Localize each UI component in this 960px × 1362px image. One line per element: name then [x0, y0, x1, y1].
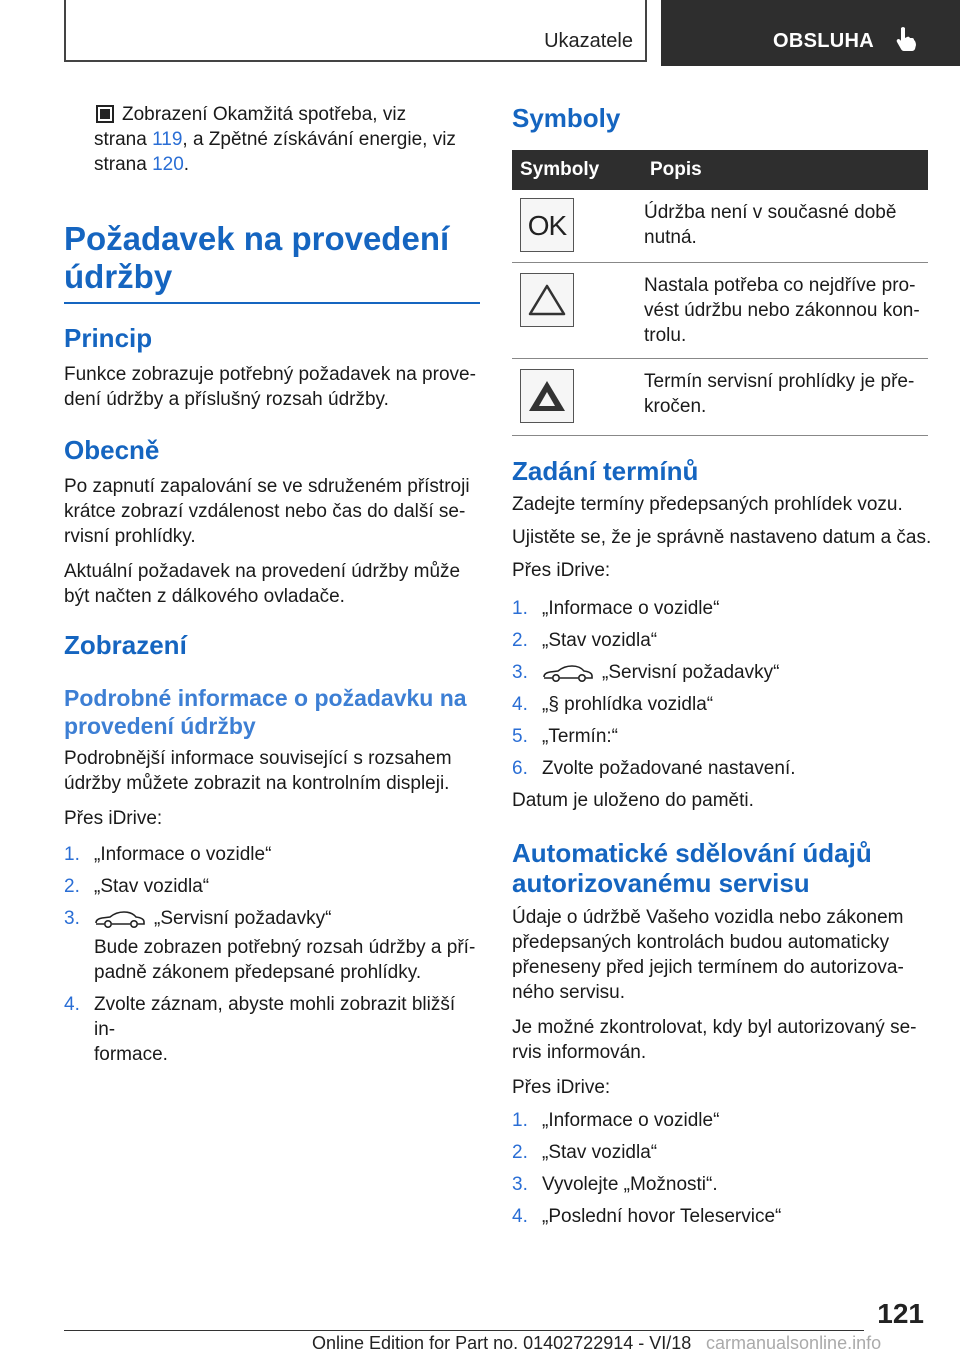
list-item-continuation: Bude zobrazen potřebný rozsah údržby a pří‐ [94, 937, 476, 958]
auto-p1-3: přeneseny před jejich termínem do autorizova‐ [512, 957, 904, 978]
page-number: 121 [877, 1298, 924, 1329]
obecne-heading: Obecně [64, 435, 160, 465]
auto-heading-1: Automatické sdělování údajů [512, 838, 872, 868]
page-ref-link-120[interactable]: 120 [152, 154, 184, 175]
pointing-hand-icon [895, 26, 917, 52]
header-chapter-tab [661, 0, 960, 66]
auto-heading [512, 838, 932, 898]
list-item: 3. Vyvolejte „Možnosti“. [512, 1174, 718, 1195]
auto-p1-4: ného servisu. [512, 982, 626, 1003]
list-item: 4. „§ prohlídka vozidla“ [512, 694, 714, 715]
right-steps-list [512, 596, 928, 781]
main-title-line-2: údržby [64, 258, 173, 295]
zobrazeni-heading: Zobrazení [64, 630, 187, 660]
obecne-p1-3: rvisní prohlídky. [64, 526, 196, 547]
table-header-symbols: Symboly [512, 150, 642, 190]
section-title: Ukazatele [544, 30, 633, 52]
watermark-text: carmanualsonline.info [706, 1333, 882, 1353]
page-ref-link-119[interactable]: 119 [152, 129, 183, 150]
podrobne-text-2: údržby můžete zobrazit na kontrolním displeji. [64, 773, 450, 794]
list-item: 4. „Poslední hovor Teleservice“ [512, 1206, 782, 1227]
table-header-row [512, 150, 928, 190]
podrobne-heading-1: Podrobné informace o požadavku na [64, 685, 467, 711]
intro-line-3a: strana [94, 154, 153, 175]
list-item: 1. „Informace o vozidle“ [512, 1110, 720, 1131]
pres-idrive-right-2: Přes iDrive: [512, 1077, 611, 1098]
obecne-p1-2: krátce zobrazí vzdálenost nebo čas do další se‐ [64, 501, 466, 522]
obecne-p1-1: Po zapnutí zapalování se ve sdruženém přístroji [64, 476, 470, 497]
intro-line-2a: strana [94, 129, 153, 150]
zadani-p1: Zadejte termíny předepsaných prohlídek vozu. [512, 494, 903, 515]
auto-heading-2: autorizovanému servisu [512, 868, 810, 898]
auto-p2-1: Je možné zkontrolovat, kdy byl autorizovaný se‐ [512, 1017, 917, 1038]
ok-icon: OK [520, 198, 574, 252]
datum-ulozeno-text: Datum je uloženo do paměti. [512, 790, 754, 811]
list-item: 3. „Servisní požadavky“ [64, 908, 332, 929]
list-item: 5. „Termín:“ [512, 726, 618, 747]
auto-p1-2: předepsaných kontrolách budou automaticky [512, 932, 890, 953]
obecne-p2-1: Aktuální požadavek na provedení údržby může [64, 561, 461, 582]
chapter-title: OBSLUHA [773, 30, 874, 52]
symbols-table [512, 150, 928, 436]
list-item: 1. „Informace o vozidle“ [512, 598, 720, 619]
zadani-p2: Ujistěte se, že je správně nastaveno datum a čas. [512, 527, 932, 548]
auto-p2-2: rvis informován. [512, 1042, 647, 1063]
list-item: 2. „Stav vozidla“ [64, 876, 210, 897]
car-icon [542, 663, 594, 683]
zadani-heading: Zadání termínů [512, 456, 699, 486]
princip-text-2: dení údržby a příslušný rozsah údržby. [64, 389, 389, 410]
list-item-continuation: padně zákonem předepsané prohlídky. [94, 962, 422, 983]
pres-idrive-right: Přes iDrive: [512, 560, 611, 581]
right-steps-list-2 [512, 1108, 928, 1229]
list-item: 4. Zvolte záznam, abyste mohli zobrazit bližší in‐ [64, 994, 456, 1040]
list-item: 3. „Servisní požadavky“ [512, 662, 780, 683]
pres-idrive-left: Přes iDrive: [64, 808, 163, 829]
list-item: 1. „Informace o vozidle“ [64, 844, 272, 865]
left-steps-list [64, 842, 480, 1067]
podrobne-heading-2: provedení údržby [64, 713, 256, 739]
list-item: 2. „Stav vozidla“ [512, 1142, 658, 1163]
princip-text-1: Funkce zobrazuje potřebný požadavek na prove‐ [64, 364, 476, 385]
intro-block [64, 102, 480, 177]
auto-p1-1: Údaje o údržbě Vašeho vozidla nebo zákonem [512, 907, 904, 928]
intro-line-3b: . [183, 154, 190, 175]
main-title-line-1: Požadavek na provedení [64, 220, 450, 257]
header-section-tab [64, 0, 647, 62]
list-item-continuation: formace. [94, 1044, 168, 1065]
car-icon [94, 909, 146, 929]
footer-divider [64, 1330, 864, 1331]
table-row: OK Údržba není v současné době nutná. [512, 190, 928, 263]
princip-heading: Princip [64, 323, 153, 353]
list-item: 2. „Stav vozidla“ [512, 630, 658, 651]
main-title [64, 220, 480, 304]
display-square-icon [96, 105, 114, 123]
podrobne-heading [64, 684, 484, 740]
table-row: Termín servisní prohlídky je pře‐ kročen. [512, 359, 928, 436]
edition-text: Online Edition for Part no. 01402722914 - VI/18 [312, 1333, 692, 1353]
symboly-heading: Symboly [512, 103, 621, 133]
warning-triangle-filled-icon [520, 369, 574, 423]
list-item: 6. Zvolte požadované nastavení. [512, 758, 796, 779]
intro-line-2b: , a Zpětné získávání energie, viz [182, 129, 456, 150]
intro-line-1: Zobrazení Okamžitá spotřeba, viz [122, 104, 407, 125]
warning-triangle-outline-icon [520, 273, 574, 327]
table-row: Nastala potřeba co nejdříve pro‐ vést údržbu nebo zákonnou kon‐ trolu. [512, 263, 928, 359]
table-header-description: Popis [642, 150, 928, 190]
obecne-p2-2: být načten z dálkového ovladače. [64, 586, 345, 607]
podrobne-text-1: Podrobnější informace související s rozsahem [64, 748, 452, 769]
